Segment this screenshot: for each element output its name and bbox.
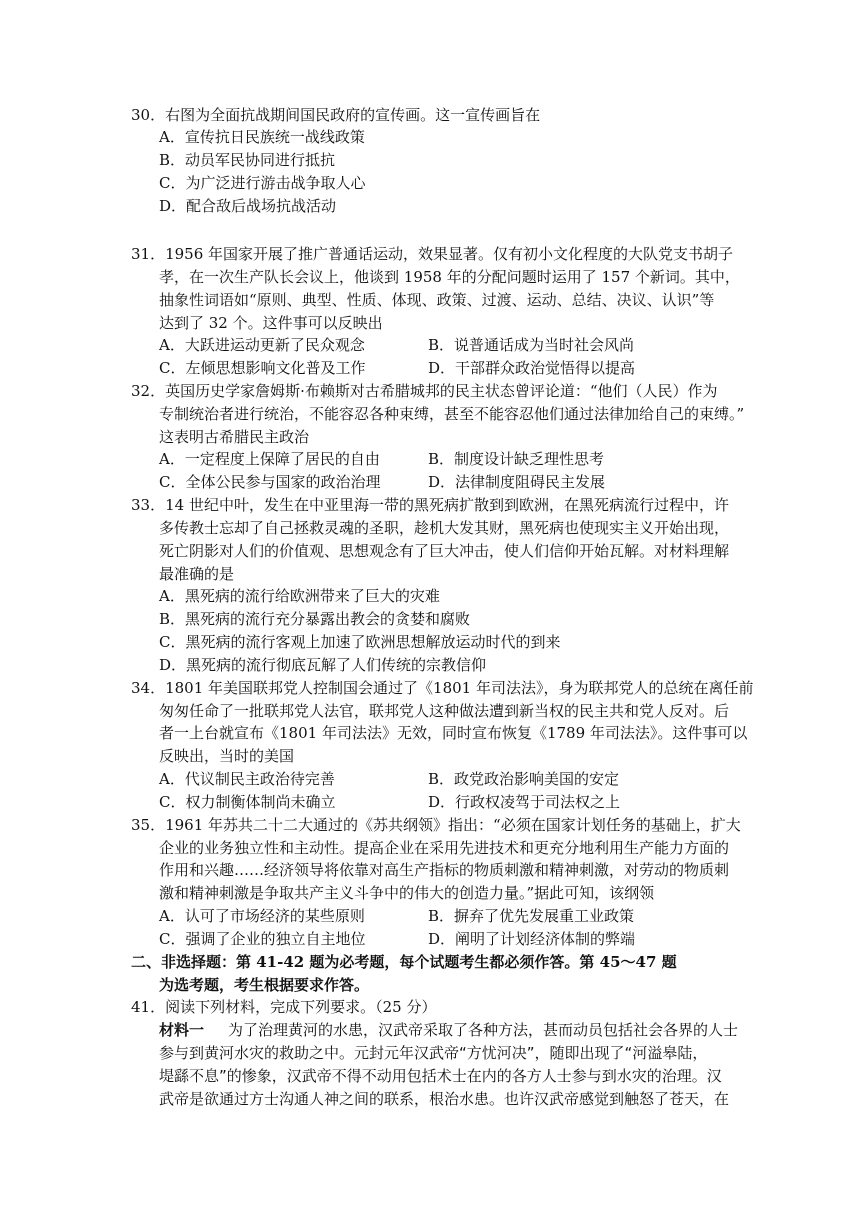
q31-option-a: A．大跃进运动更新了民众观念	[159, 336, 365, 354]
q32-stem-line3: 这表明古希腊民主政治	[159, 428, 310, 446]
q33-stem-line4: 最准确的是	[159, 565, 235, 583]
q30-option-b: B．动员军民协同进行抵抗	[159, 151, 336, 169]
q41-material-line3: 堤繇不息”的惨象，汉武帝不得不动用包括术士在内的各方人士参与到水灾的治理。汉	[159, 1067, 722, 1085]
q33-stem-line3: 死亡阴影对人们的价值观、思想观念有了巨大冲击，使人们信仰开始瓦解。对材料理解	[159, 542, 730, 560]
q33-option-a: A．黑死病的流行给欧洲带来了巨大的灾难	[159, 587, 440, 605]
q34-option-a: A．代议制民主政治待完善	[159, 770, 335, 788]
q30-option-d: D．配合敌后战场抗战活动	[159, 197, 337, 215]
q32-option-c: C．全体公民参与国家的政治治理	[159, 473, 381, 491]
q32-stem-line2: 专制统治者进行统治，不能容忍各种束缚，甚至不能容忍他们通过法律加给自己的束缚。”	[159, 405, 745, 423]
q35-stem-line2: 企业的业务独立性和主动性。提高企业在采用先进技术和更充分地利用生产能力方面的	[159, 839, 730, 857]
q33-option-b: B．黑死病的流行充分暴露出教会的贪婪和腐败	[159, 610, 471, 628]
q31-stem-line3: 抽象性词语如“原则、典型、性质、体现、政策、过渡、运动、总结、决议、认识”等	[159, 291, 715, 309]
q34-option-b: B．政党政治影响美国的安定	[428, 770, 620, 788]
q30-option-a: A．宣传抗日民族统一战线政策	[159, 128, 365, 146]
q32-option-a: A．一定程度上保障了居民的自由	[159, 450, 380, 468]
q34-stem-line2: 匆匆任命了一批联邦党人法官，联邦党人这种做法遭到新当权的民主共和党人反对。后	[159, 702, 730, 720]
q31-stem-line1: 31．1956 年国家开展了推广普通话运动，效果显著。仅有初小文化程度的大队党支书胡子	[131, 245, 734, 263]
q33-option-c: C．黑死病的流行客观上加速了欧洲思想解放运动时代的到来	[159, 633, 561, 651]
q35-stem-line1: 35．1961 年苏共二十二大通过的《苏共纲领》指出：“必须在国家计划任务的基础上，扩大	[131, 816, 741, 834]
q32-stem-line1: 32．英国历史学家詹姆斯·布赖斯对古希腊城邦的民主状态曾评论道：“他们（人民）作为	[131, 382, 718, 400]
q35-option-d: D．阐明了计划经济体制的弊端	[428, 930, 636, 948]
q30-stem: 30．右图为全面抗战期间国民政府的宣传画。这一宣传画旨在	[131, 106, 541, 124]
q31-stem-line2: 孝，在一次生产队长会议上，他谈到 1958 年的分配问题时运用了 157 个新词。其中，	[159, 268, 740, 286]
q33-stem-line2: 多传教士忘却了自己拯救灵魂的圣职，趁机大发其财，黑死病也使现实主义开始出现，	[159, 519, 730, 537]
q34-stem-line1: 34．1801 年美国联邦党人控制国会通过了《1801 年司法法》，身为联邦党人的总统在离任前	[131, 679, 754, 697]
q31-option-d: D．干部群众政治觉悟得以提高	[428, 359, 636, 377]
q35-option-c: C．强调了企业的独立自主地位	[159, 930, 366, 948]
q32-option-d: D．法律制度阻碍民主发展	[428, 473, 606, 491]
q35-option-a: A．认可了市场经济的某些原则	[159, 907, 365, 925]
q34-option-c: C．权力制衡体制尚未确立	[159, 793, 336, 811]
q35-option-b: B．摒弃了优先发展重工业政策	[428, 907, 635, 925]
q31-stem-line4: 达到了 32 个。这件事可以反映出	[159, 314, 383, 332]
q35-stem-line4: 激和精神刺激是争取共产主义斗争中的伟大的创造力量。”据此可知，该纲领	[159, 884, 655, 902]
q32-option-b: B．制度设计缺乏理性思考	[428, 450, 605, 468]
q33-stem-line1: 33．14 世纪中叶，发生在中亚里海一带的黑死病扩散到到欧洲，在黑死病流行过程中，许	[131, 496, 729, 514]
q34-option-d: D．行政权凌驾于司法权之上	[428, 793, 621, 811]
q31-option-b: B．说普通话成为当时社会风尚	[428, 336, 635, 354]
q41-material-line1	[159, 1019, 738, 1041]
material-label: 材料一	[159, 1021, 205, 1039]
section-heading-line2: 为选考题，考生根据要求作答。	[159, 976, 370, 994]
q33-option-d: D．黑死病的流行彻底瓦解了人们传统的宗教信仰	[159, 656, 487, 674]
q41-material-line2: 参与到黄河水灾的救助之中。元封元年汉武帝“方忧河决”，随即出现了“河溢皋陆，	[159, 1044, 708, 1062]
q34-stem-line3: 者一上台就宣布《1801 年司法法》无效，同时宣布恢复《1789 年司法法》。这件事可以	[159, 724, 748, 742]
q41-stem: 41．阅读下列材料，完成下列要求。（25 分）	[131, 998, 437, 1016]
q41-material-line4: 武帝是欲通过方士沟通人神之间的联系，根治水患。也许汉武帝感觉到触怒了苍天，在	[159, 1090, 730, 1108]
material-text: 为了治理黄河的水患，汉武帝采取了各种方法，甚而动员包括社会各界的人士	[228, 1021, 739, 1039]
q35-stem-line3: 作用和兴趣……经济领导将依靠对高生产指标的物质刺激和精神刺激，对劳动的物质刺	[159, 861, 730, 879]
q31-option-c: C．左倾思想影响文化普及工作	[159, 359, 366, 377]
section-heading-line1: 二、非选择题：第 41-42 题为必考题，每个试题考生都必须作答。第 45～47 题	[131, 953, 677, 971]
q30-option-c: C．为广泛进行游击战争取人心	[159, 174, 366, 192]
q34-stem-line4: 反映出，当时的美国	[159, 747, 295, 765]
